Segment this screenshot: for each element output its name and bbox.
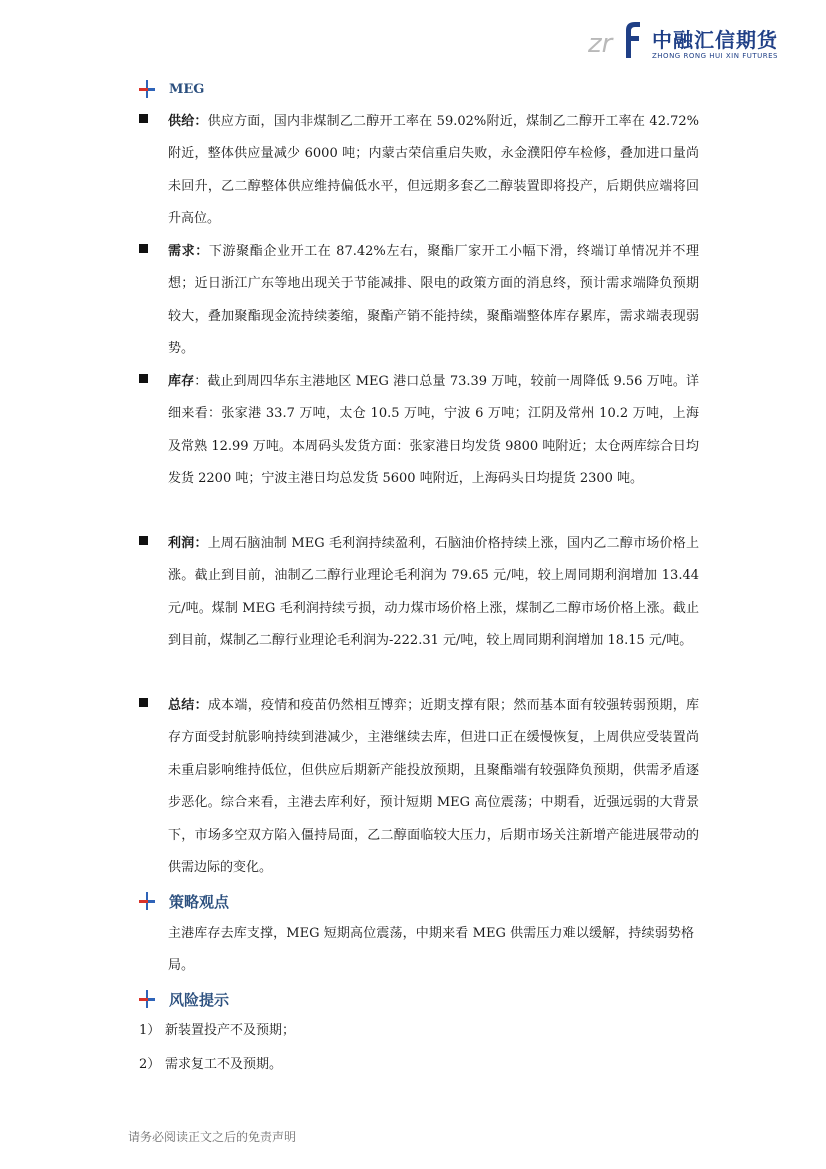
summary-label: 总结： (168, 698, 208, 713)
square-bullet-icon (139, 374, 148, 383)
inventory-text: ：截止到周四华东主港地区 MEG 港口总量 73.39 万吨，较前一周降低 9.56 万吨。详细来看：张家港 33.7 万吨，太仓 10.5 万吨，宁波 6 万吨；江阴及常州 10.2 万吨，上海及常熟 12.99 万吨。本周码头发货方面：张家港日均发货 9800 吨附近；太仓两库综合日均发货 2200 吨；宁波主港日均总发货 5600 吨附近，上海码头日均提货 2300 吨。 (168, 374, 699, 487)
risk-item-number: 1） (139, 1023, 161, 1038)
supply-paragraph (168, 106, 699, 236)
zrf-logo-mark-icon (588, 20, 642, 60)
square-bullet-icon (139, 244, 148, 253)
bullet-item-profit (139, 528, 699, 658)
section-title-strategy: 策略观点 (169, 892, 230, 911)
flag-bullet-icon (139, 892, 155, 910)
profit-paragraph (168, 528, 699, 658)
supply-label: 供给： (168, 114, 208, 129)
section-title-meg: MEG (169, 81, 205, 97)
summary-paragraph (168, 690, 699, 884)
risk-item-1 (139, 1021, 295, 1041)
square-bullet-icon (139, 536, 148, 545)
bullet-item-summary (139, 690, 699, 884)
inventory-paragraph (168, 366, 699, 496)
profit-text: 上周石脑油制 MEG 毛利润持续盈利，石脑油价格持续上涨，国内乙二醇市场价格上涨。截止到目前，油制乙二醇行业理论毛利润为 79.65 元/吨，较上周同期利润增加 13.44 元/吨。煤制 MEG 毛利润持续亏损，动力煤市场价格上涨，煤制乙二醇市场价格上涨。截止到目前，煤制乙二醇行业理论毛利润为-222.31 元/吨，较上周同期利润增加 18.15 元/吨。 (168, 536, 699, 649)
flag-bullet-icon (139, 990, 155, 1008)
demand-label: 需求： (168, 244, 209, 259)
supply-text: 供应方面，国内非煤制乙二醇开工率在 59.02%附近，煤制乙二醇开工率在 42.72%附近，整体供应量减少 6000 吨；内蒙古荣信重启失败，永金濮阳停车检修，叠加进口量尚未回升，乙二醇整体供应维持偏低水平，但远期多套乙二醇装置即将投产，后期供应端将回升高位。 (168, 114, 699, 227)
demand-paragraph (168, 236, 699, 366)
summary-text: 成本端，疫情和疫苗仍然相互博弈；近期支撑有限；然而基本面有较强转弱预期，库存方面受封航影响持续到港减少，主港继续去库，但进口正在缓慢恢复，上周供应受装置尚未重启影响维持低位，但供应后期新产能投放预期，且聚酯端有较强降负预期，供需矛盾逐步恶化。综合来看，主港去库利好，预计短期 MEG 高位震荡；中期看，近强远弱的大背景下，市场多空双方陷入僵持局面，乙二醇面临较大压力，后期市场关注新增产能进展带动的供需边际的变化。 (168, 698, 699, 876)
svg-text:zr: zr (588, 29, 613, 59)
square-bullet-icon (139, 698, 148, 707)
risk-item-text: 新装置投产不及预期； (165, 1023, 296, 1038)
square-bullet-icon (139, 114, 148, 123)
section-title-risk: 风险提示 (169, 990, 230, 1009)
bullet-item-supply (139, 106, 699, 236)
profit-label: 利润： (168, 536, 208, 551)
logo-name-cn: 中融汇信期货 (652, 28, 778, 52)
section-heading-risk (139, 988, 229, 1010)
company-logo (588, 18, 788, 62)
risk-item-text: 需求复工不及预期。 (165, 1057, 283, 1072)
demand-text: 下游聚酯企业开工在 87.42%左右，聚酯厂家开工小幅下滑，终端订单情况并不理想；近日浙江广东等地出现关于节能减排、限电的政策方面的消息终，预计需求端降负预期较大，叠加聚酯现金流持续萎缩，聚酯产销不能持续，聚酯端整体库存累库，需求端表现弱势。 (168, 244, 699, 357)
flag-bullet-icon (139, 80, 155, 98)
bullet-item-demand (139, 236, 699, 366)
inventory-label: 库存 (168, 374, 195, 389)
strategy-paragraph: 主港库存去库支撑，MEG 短期高位震荡，中期来看 MEG 供需压力难以缓解，持续弱势格局。 (168, 926, 694, 974)
risk-item-number: 2） (139, 1057, 161, 1072)
logo-name-en: ZHONG RONG HUI XIN FUTURES (652, 52, 778, 60)
section-heading-meg (139, 78, 204, 100)
risk-item-2 (139, 1055, 282, 1075)
disclaimer-footer: 请务必阅读正文之后的免责声明 (128, 1130, 297, 1144)
section-heading-strategy (139, 890, 229, 912)
bullet-item-inventory (139, 366, 699, 496)
